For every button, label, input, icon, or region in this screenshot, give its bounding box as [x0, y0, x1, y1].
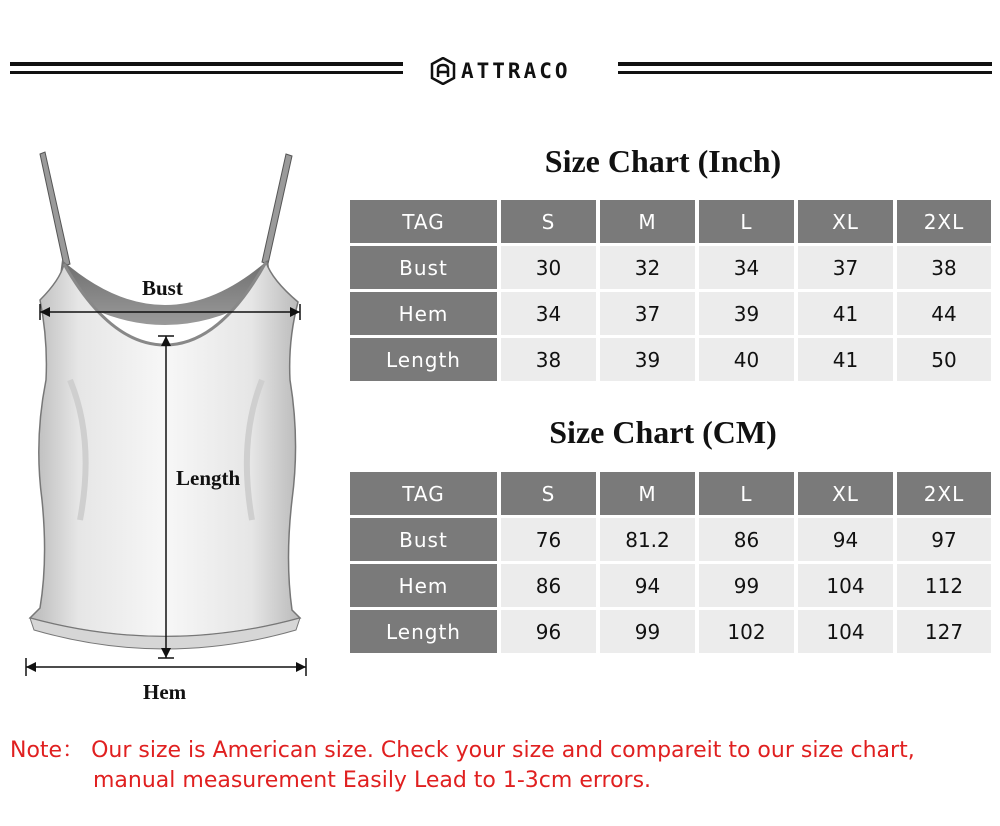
table-cell: 104	[798, 610, 893, 653]
row-label: Hem	[350, 564, 497, 607]
tank-top-illustration	[0, 140, 340, 720]
size-table-inch	[350, 200, 976, 381]
table-cell: 86	[501, 564, 596, 607]
note-line-1: Note： Our size is American size. Check your size and compareit to our size chart,	[10, 738, 915, 763]
table-cell: 38	[501, 338, 596, 381]
row-label: Bust	[350, 518, 497, 561]
table-cell: 99	[600, 610, 695, 653]
table-cell: 38	[897, 246, 991, 289]
bust-label: Bust	[142, 276, 183, 300]
header-rule-left	[10, 62, 403, 78]
table-cell: 32	[600, 246, 695, 289]
header-rule-right	[618, 62, 992, 78]
table-cell: 76	[501, 518, 596, 561]
brand-logo	[430, 56, 600, 86]
table-cell: 94	[600, 564, 695, 607]
table-cell: 41	[798, 292, 893, 335]
table-cell: 99	[699, 564, 794, 607]
table-cell: 39	[600, 338, 695, 381]
chart-title-inch: Size Chart (Inch)	[544, 143, 782, 179]
row-label: Bust	[350, 246, 497, 289]
table-cell: 81.2	[600, 518, 695, 561]
header-cell: XL	[798, 200, 893, 243]
row-label: Hem	[350, 292, 497, 335]
table-cell: 112	[897, 564, 991, 607]
header-cell: 2XL	[897, 472, 991, 515]
table-cell: 37	[798, 246, 893, 289]
header-cell: S	[501, 472, 596, 515]
attraco-shield-logo-icon	[430, 57, 456, 85]
header-cell: S	[501, 200, 596, 243]
row-label: Length	[350, 338, 497, 381]
table-cell: 127	[897, 610, 991, 653]
size-table-cm	[350, 472, 976, 653]
table-cell: 30	[501, 246, 596, 289]
table-cell: 34	[501, 292, 596, 335]
size-note	[10, 736, 995, 796]
table-cell: 39	[699, 292, 794, 335]
table-cell: 40	[699, 338, 794, 381]
table-cell: 50	[897, 338, 991, 381]
header-cell: TAG	[350, 200, 497, 243]
table-cell: 44	[897, 292, 991, 335]
table-cell: 104	[798, 564, 893, 607]
header-cell: 2XL	[897, 200, 991, 243]
table-cell: 41	[798, 338, 893, 381]
brand-name: ATTRACO	[461, 59, 571, 83]
header-cell: L	[699, 200, 794, 243]
table-cell: 37	[600, 292, 695, 335]
table-cell: 102	[699, 610, 794, 653]
table-cell: 94	[798, 518, 893, 561]
table-cell: 96	[501, 610, 596, 653]
hem-label: Hem	[143, 680, 187, 704]
row-label: Length	[350, 610, 497, 653]
chart-title-cm: Size Chart (CM)	[549, 414, 777, 450]
header-cell: XL	[798, 472, 893, 515]
header-cell: TAG	[350, 472, 497, 515]
length-label: Length	[176, 466, 241, 490]
note-line-2: manual measurement Easily Lead to 1-3cm errors.	[93, 768, 652, 793]
table-cell: 97	[897, 518, 991, 561]
table-cell: 86	[699, 518, 794, 561]
header-cell: M	[600, 200, 695, 243]
header-cell: M	[600, 472, 695, 515]
header-cell: L	[699, 472, 794, 515]
table-cell: 34	[699, 246, 794, 289]
